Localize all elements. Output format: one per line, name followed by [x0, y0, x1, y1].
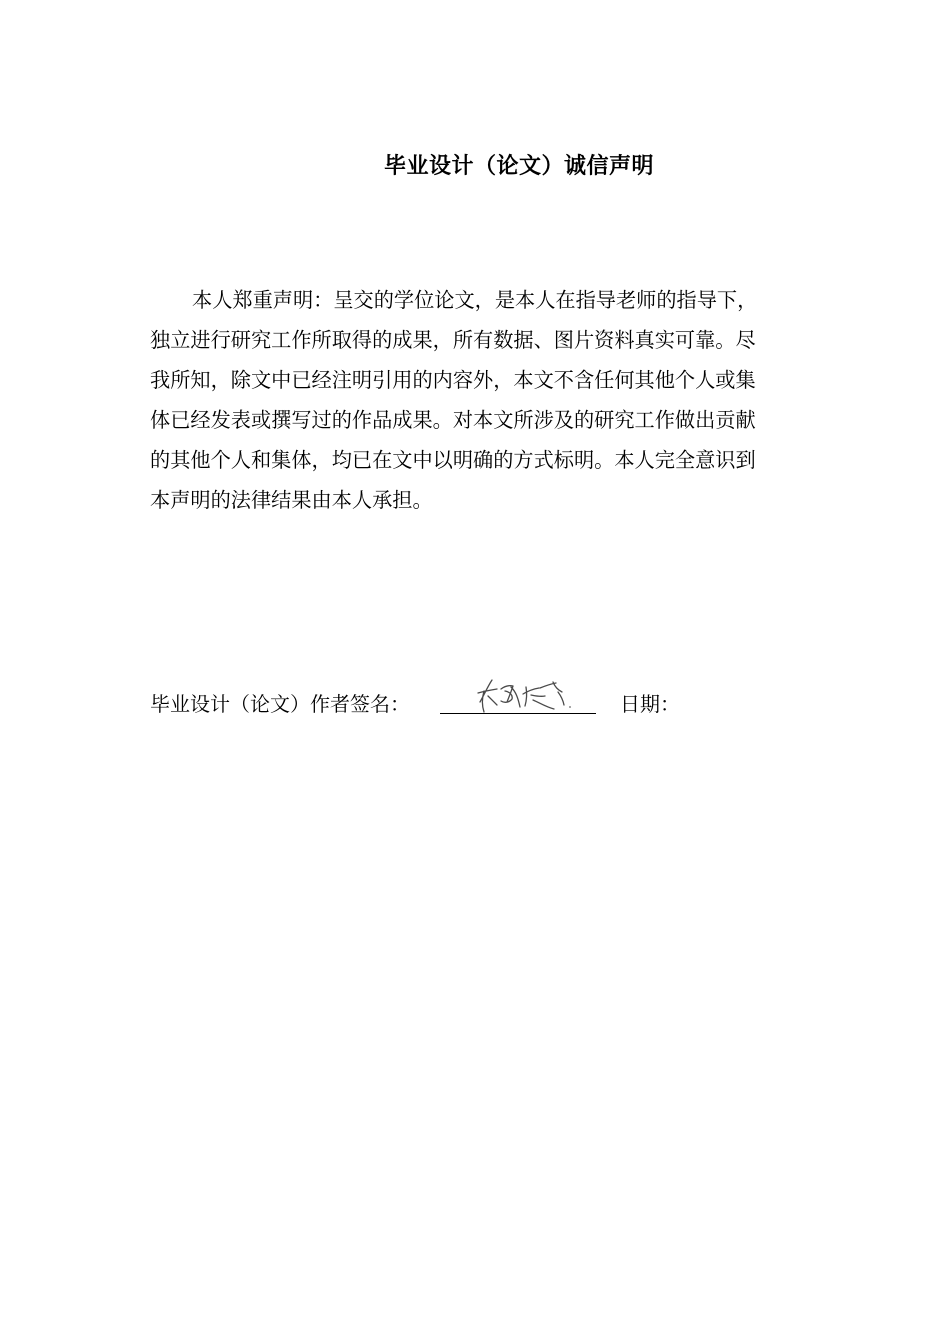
page-title: 毕业设计（论文）诚信声明 [383, 154, 654, 179]
declaration-line-4: 体已经发表或撰写过的作品成果。对本文所涉及的研究工作做出贡献 [150, 408, 756, 432]
date-label: 日期： [620, 692, 680, 716]
handwritten-signature [470, 676, 580, 716]
declaration-line-6: 本声明的法律结果由本人承担。 [150, 488, 433, 512]
signature-row [150, 688, 750, 720]
declaration-line-5: 的其他个人和集体，均已在文中以明确的方式标明。本人完全意识到 [150, 448, 756, 472]
declaration-line-2: 独立进行研究工作所取得的成果，所有数据、图片资料真实可靠。尽 [150, 328, 756, 352]
declaration-line-3: 我所知，除文中已经注明引用的内容外，本文不含任何其他个人或集 [150, 368, 756, 392]
signature-label: 毕业设计（论文）作者签名： [150, 692, 410, 716]
declaration-line-1: 本人郑重声明：呈交的学位论文，是本人在指导老师的指导下， [192, 288, 758, 312]
